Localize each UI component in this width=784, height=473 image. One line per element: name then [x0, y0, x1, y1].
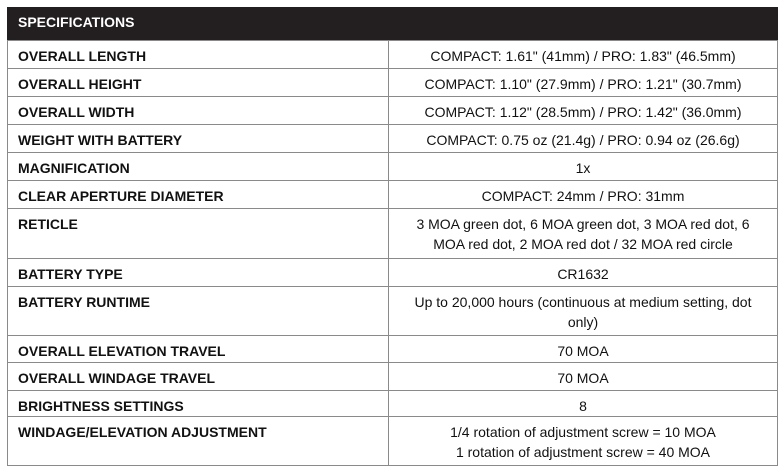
spec-label: RETICLE [8, 209, 389, 259]
spec-value-line: Up to 20,000 hours (continuous at medium setting, dot [414, 294, 752, 310]
spec-value [389, 41, 778, 69]
spec-value [389, 125, 778, 153]
spec-label: OVERALL HEIGHT [8, 69, 389, 97]
spec-value-line: 70 MOA [557, 343, 609, 359]
table-row [8, 181, 778, 209]
specifications-table [7, 7, 778, 466]
spec-label: WINDAGE/ELEVATION ADJUSTMENT [8, 417, 389, 466]
spec-value [389, 287, 778, 336]
spec-value-line: 1 rotation of adjustment screw = 40 MOA [455, 444, 711, 460]
spec-value-line: COMPACT: 1.61" (41mm) / PRO: 1.83" (46.5mm) [430, 48, 736, 64]
table-row [8, 287, 778, 336]
spec-value [389, 417, 778, 466]
spec-label: OVERALL LENGTH [8, 41, 389, 69]
table-row [8, 153, 778, 181]
spec-label: CLEAR APERTURE DIAMETER [8, 181, 389, 209]
table-row [8, 69, 778, 97]
table-row [8, 41, 778, 69]
table-title: SPECIFICATIONS [7, 7, 778, 40]
table-row [8, 259, 778, 287]
spec-label: OVERALL WINDAGE TRAVEL [8, 363, 389, 391]
spec-value-line: 1/4 rotation of adjustment screw = 10 MOA [450, 424, 716, 440]
spec-value [389, 363, 778, 391]
spec-label: BRIGHTNESS SETTINGS [8, 391, 389, 417]
spec-label: BATTERY RUNTIME [8, 287, 389, 336]
spec-value-line: COMPACT: 1.10" (27.9mm) / PRO: 1.21" (30.7mm) [424, 76, 742, 92]
spec-value-line: COMPACT: 24mm / PRO: 31mm [481, 188, 685, 204]
table-row [8, 97, 778, 125]
spec-value-line: 1x [575, 160, 591, 176]
spec-value [389, 69, 778, 97]
spec-value-line: COMPACT: 1.12" (28.5mm) / PRO: 1.42" (36.0mm) [424, 104, 742, 120]
spec-label: BATTERY TYPE [8, 259, 389, 287]
spec-value-line: 70 MOA [557, 370, 609, 386]
spec-label: MAGNIFICATION [8, 153, 389, 181]
spec-value [389, 97, 778, 125]
spec-value-line: 3 MOA green dot, 6 MOA green dot, 3 MOA red dot, 6 [416, 216, 750, 232]
table-row [8, 391, 778, 417]
spec-value [389, 181, 778, 209]
table-row [8, 417, 778, 466]
spec-value [389, 209, 778, 259]
spec-value-line: CR1632 [557, 266, 609, 282]
spec-label: OVERALL ELEVATION TRAVEL [8, 336, 389, 363]
spec-label: WEIGHT WITH BATTERY [8, 125, 389, 153]
spec-value-line: 8 [579, 398, 587, 414]
spec-value-line: COMPACT: 0.75 oz (21.4g) / PRO: 0.94 oz (26.6g) [426, 132, 740, 148]
table-row [8, 125, 778, 153]
spec-value [389, 153, 778, 181]
table-row [8, 363, 778, 391]
table-row [8, 336, 778, 363]
table-body [8, 41, 778, 466]
spec-value-line: MOA red dot, 2 MOA red dot / 32 MOA red circle [433, 236, 733, 252]
spec-label: OVERALL WIDTH [8, 97, 389, 125]
spec-value [389, 336, 778, 363]
spec-value [389, 259, 778, 287]
spec-value-line: only) [567, 314, 599, 330]
spec-value [389, 391, 778, 417]
table-row [8, 209, 778, 259]
